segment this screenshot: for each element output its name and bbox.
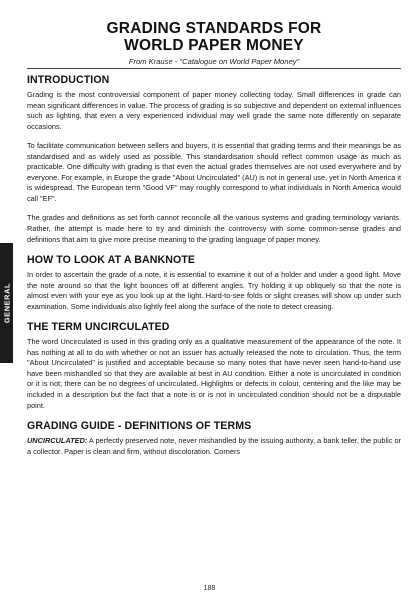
paragraph: [27, 436, 401, 457]
paragraph: In order to ascertain the grade of a note, it is essential to examine it out of a holder and under a good light. Move the note around so that the light bounces off at different angles. Try holding it up obliquely so that the note is almost even with your eye as you look up at the light. Hard-to-see folds or slight creases will show up under such examination. Some individuals also lightly feel along the surface of the note to detect creasing.: [27, 270, 401, 311]
paragraph: The grades and definitions as set forth cannot reconcile all the various systems and grading terminology variants. Rather, the attempt is made here to try and diminish the controversy with some common-sense grades and definitions that aim to give more precise meaning to the grading language of paper money.: [27, 213, 401, 244]
paragraph: Grading is the most controversial component of paper money collecting today. Small differences in grade can mean significant differences in value. The process of grading is so subjective and dependent on external influences such as lighting, that even a very experienced individual may well grade the same note differently on separate occasions.: [27, 90, 401, 131]
source-subtitle: From Krause - "Catalogue on World Paper Money": [128, 57, 300, 66]
page-number: 188: [203, 585, 216, 592]
paragraph: The word Uncirculated is used in this grading only as a qualitative measurement of the appearance of the note. It has nothing at all to do with whether or not an issuer has actually released the note to circulation. Thus, the term "About Uncirculated" is justified and acceptable because so many notes that have never seen hand-to-hand use have been mishandled so that they are available at best in AU condition. Either a note is uncirculated in condition or it is not; there can be no degrees of uncirculated. Highlights or defects in colour, centering and the like may be included in a description but the fact that a note is or is not in uncirculated condition should not be a disputable point.: [27, 337, 401, 410]
title-line-1: GRADING STANDARDS FOR: [106, 20, 322, 37]
section-heading: HOW TO LOOK AT A BANKNOTE: [27, 254, 196, 267]
section-grading-guide: [27, 420, 401, 457]
title-line-2: WORLD PAPER MONEY: [124, 37, 304, 54]
section-heading: THE TERM UNCIRCULATED: [27, 321, 170, 334]
paragraph: To facilitate communication between sellers and buyers, it is essential that grading terms and their meanings be as standardised and as widely used as possible. This standardisation should reflect common usage as much as practicable. One difficulty with grading is that even the actual grades themselves are not used everywhere and by everyone. For example, in Europe the grade "About Uncirculated" (AU) is not in general use, yet in North America it is widespread. The European term "Good VF" may roughly correspond to what individuals in North America would call "EF".: [27, 141, 401, 203]
side-tab: [0, 243, 13, 363]
section-heading: INTRODUCTION: [27, 74, 110, 86]
document-page: [27, 20, 401, 466]
term-label: UNCIRCULATED:: [27, 436, 88, 446]
section-heading: GRADING GUIDE - DEFINITIONS OF TERMS: [27, 420, 252, 433]
section-introduction: [27, 74, 401, 245]
section-how-to-look: [27, 254, 401, 312]
side-tab-label: GENERAL: [2, 282, 11, 324]
term-definition: A perfectly preserved note, never mishandled by the issuing authority, a bank teller, the public or a collector. Paper is clean and firm, without discoloration. Corners: [27, 436, 401, 456]
title-divider: [27, 68, 401, 69]
page-title: [27, 20, 401, 54]
section-uncirculated: [27, 321, 401, 411]
